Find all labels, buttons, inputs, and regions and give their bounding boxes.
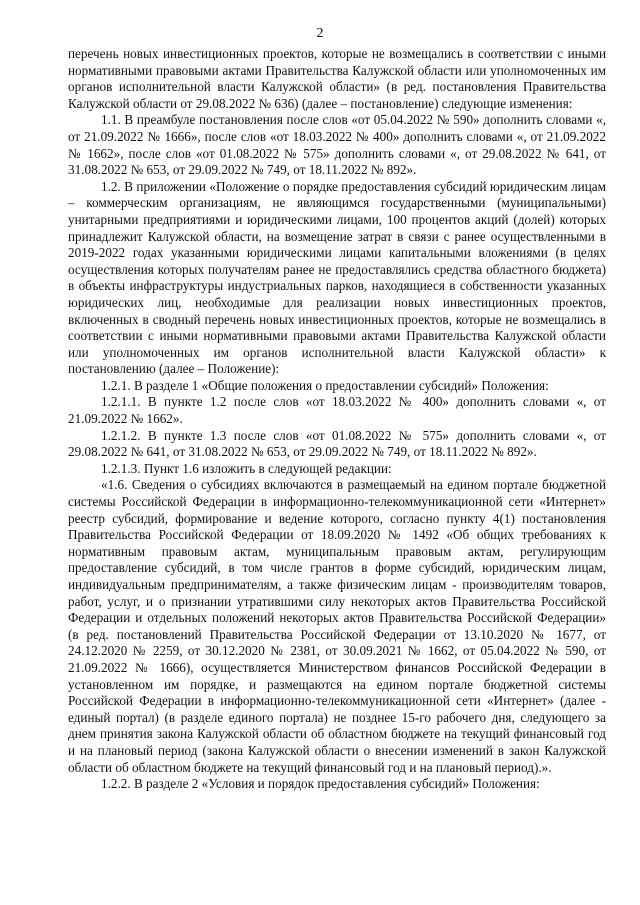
paragraph-1-2-2: 1.2.2. В разделе 2 «Условия и порядок предоставления субсидий» Положения: [101,776,540,792]
paragraph-1-2-1-2: 1.2.1.2. В пункте 1.3 после слов «от 01.08.2022 № 575» дополнить словами «, от 29.08.2022 № 641, от 31.08.2022 № 653, от 29.09.2022 № 749, от 18.11.2022 № 892». [68,427,606,460]
paragraph-1-2-1: 1.2.1. В разделе 1 «Общие положения о предоставлении субсидий» Положения: [101,377,549,393]
paragraph-1-2: 1.2. В приложении «Положение о порядке предоставления субсидий юридическим лицам – коммерческим организациям, не являющимся государственными (муниципальными) унитарными предприятиями и юридическими лицами, 100 процентов акций (долей) которых принадлежит Калужской области, на возмещение затрат в связи с ранее осуществленными в 2019-2022 годах указанными юридическими лицами капитальными вложениями (в целях осуществления которых получателям ранее не предоставлялись средства областного бюджета) в объекты инфраструктуры индустриальных парков, находящиеся в собственности указанных юридических лиц, необходимые для реализации новых инвестиционных проектов, включенных в сводный перечень новых инвестиционных проектов, которые не возмещались в соответствии с иными нормативными правовыми актами Правительства Калужской области или уполномоченных им органов исполнительной власти Калужской области» к постановлению (далее – Положение): [68,178,606,377]
paragraph-1-6-new-text: «1.6. Сведения о субсидиях включаются в размещаемый на едином портале бюджетной системы Российской Федерации в информационно-телекоммуникационной сети «Интернет» реестр субсидий, формирование и ведение которого, согласно пункту 4(1) постановления Правительства Российской Федерации от 18.09.2020 № 1492 «Об общих требованиях к нормативным правовым актам, муниципальным правовым актам, регулирующим предоставление субсидий, в том числе грантов в форме субсидий, юридическим лицам, индивидуальным предпринимателям, а также физическим лицам - производителям товаров, работ, услуг, и о признании утратившими силу некоторых актов Правительства Российской Федерации и отдельных положений некоторых актов Правительства Российской Федерации» (в ред. постановлений Правительства Российской Федерации от 13.10.2020 № 1677, от 24.12.2020 № 2259, от 30.12.2020 № 2381, от 30.09.2021 № 1662, от 05.04.2022 № 590, от 21.09.2022 № 1666), осуществляется Министерством финансов Российской Федерации в установленном им порядке, и размещаются на едином портале бюджетной системы Российской Федерации в информационно-телекоммуникационной сети «Интернет» (далее - единый портал) (в разделе единого портала) не позднее 15-го рабочего дня, следующего за днем принятия закона Калужской области об областном бюджете на текущий финансовый год и на плановый период (закона Калужской области о внесении изменений в закон Калужской области об областном бюджете на текущий финансовый год и на плановый период).». [68,477,606,775]
page-number: 2 [316,26,324,41]
paragraph-1-1: 1.1. В преамбуле постановления после слов «от 05.04.2022 № 590» дополнить словами «, от 21.09.2022 № 1666», после слов «от 18.03.2022 № 400» дополнить словами «, от 21.09.2022 № 1662», после слов «от 01.08.2022 № 575» дополнить словами «, от 29.08.2022 № 641, от 31.08.2022 № 653, от 29.09.2022 № 749, от 18.11.2022 № 892». [68,112,606,178]
paragraph-1-2-1-3: 1.2.1.3. Пункт 1.6 изложить в следующей редакции: [101,460,392,476]
paragraph-intro-continuation: перечень новых инвестиционных проектов, которые не возмещались в соответствии с иными нормативными правовыми актами Правительства Калужской области или уполномоченных им органов исполнительной власти Калужской области» (в ред. постановления Правительства Калужской области от 29.08.2022 № 636) (далее – постановление) следующие изменения: [68,46,606,111]
paragraph-1-2-1-1: 1.2.1.1. В пункте 1.2 после слов «от 18.03.2022 № 400» дополнить словами «, от 21.09.2022 № 1662». [68,394,606,427]
document-body [68,46,606,793]
